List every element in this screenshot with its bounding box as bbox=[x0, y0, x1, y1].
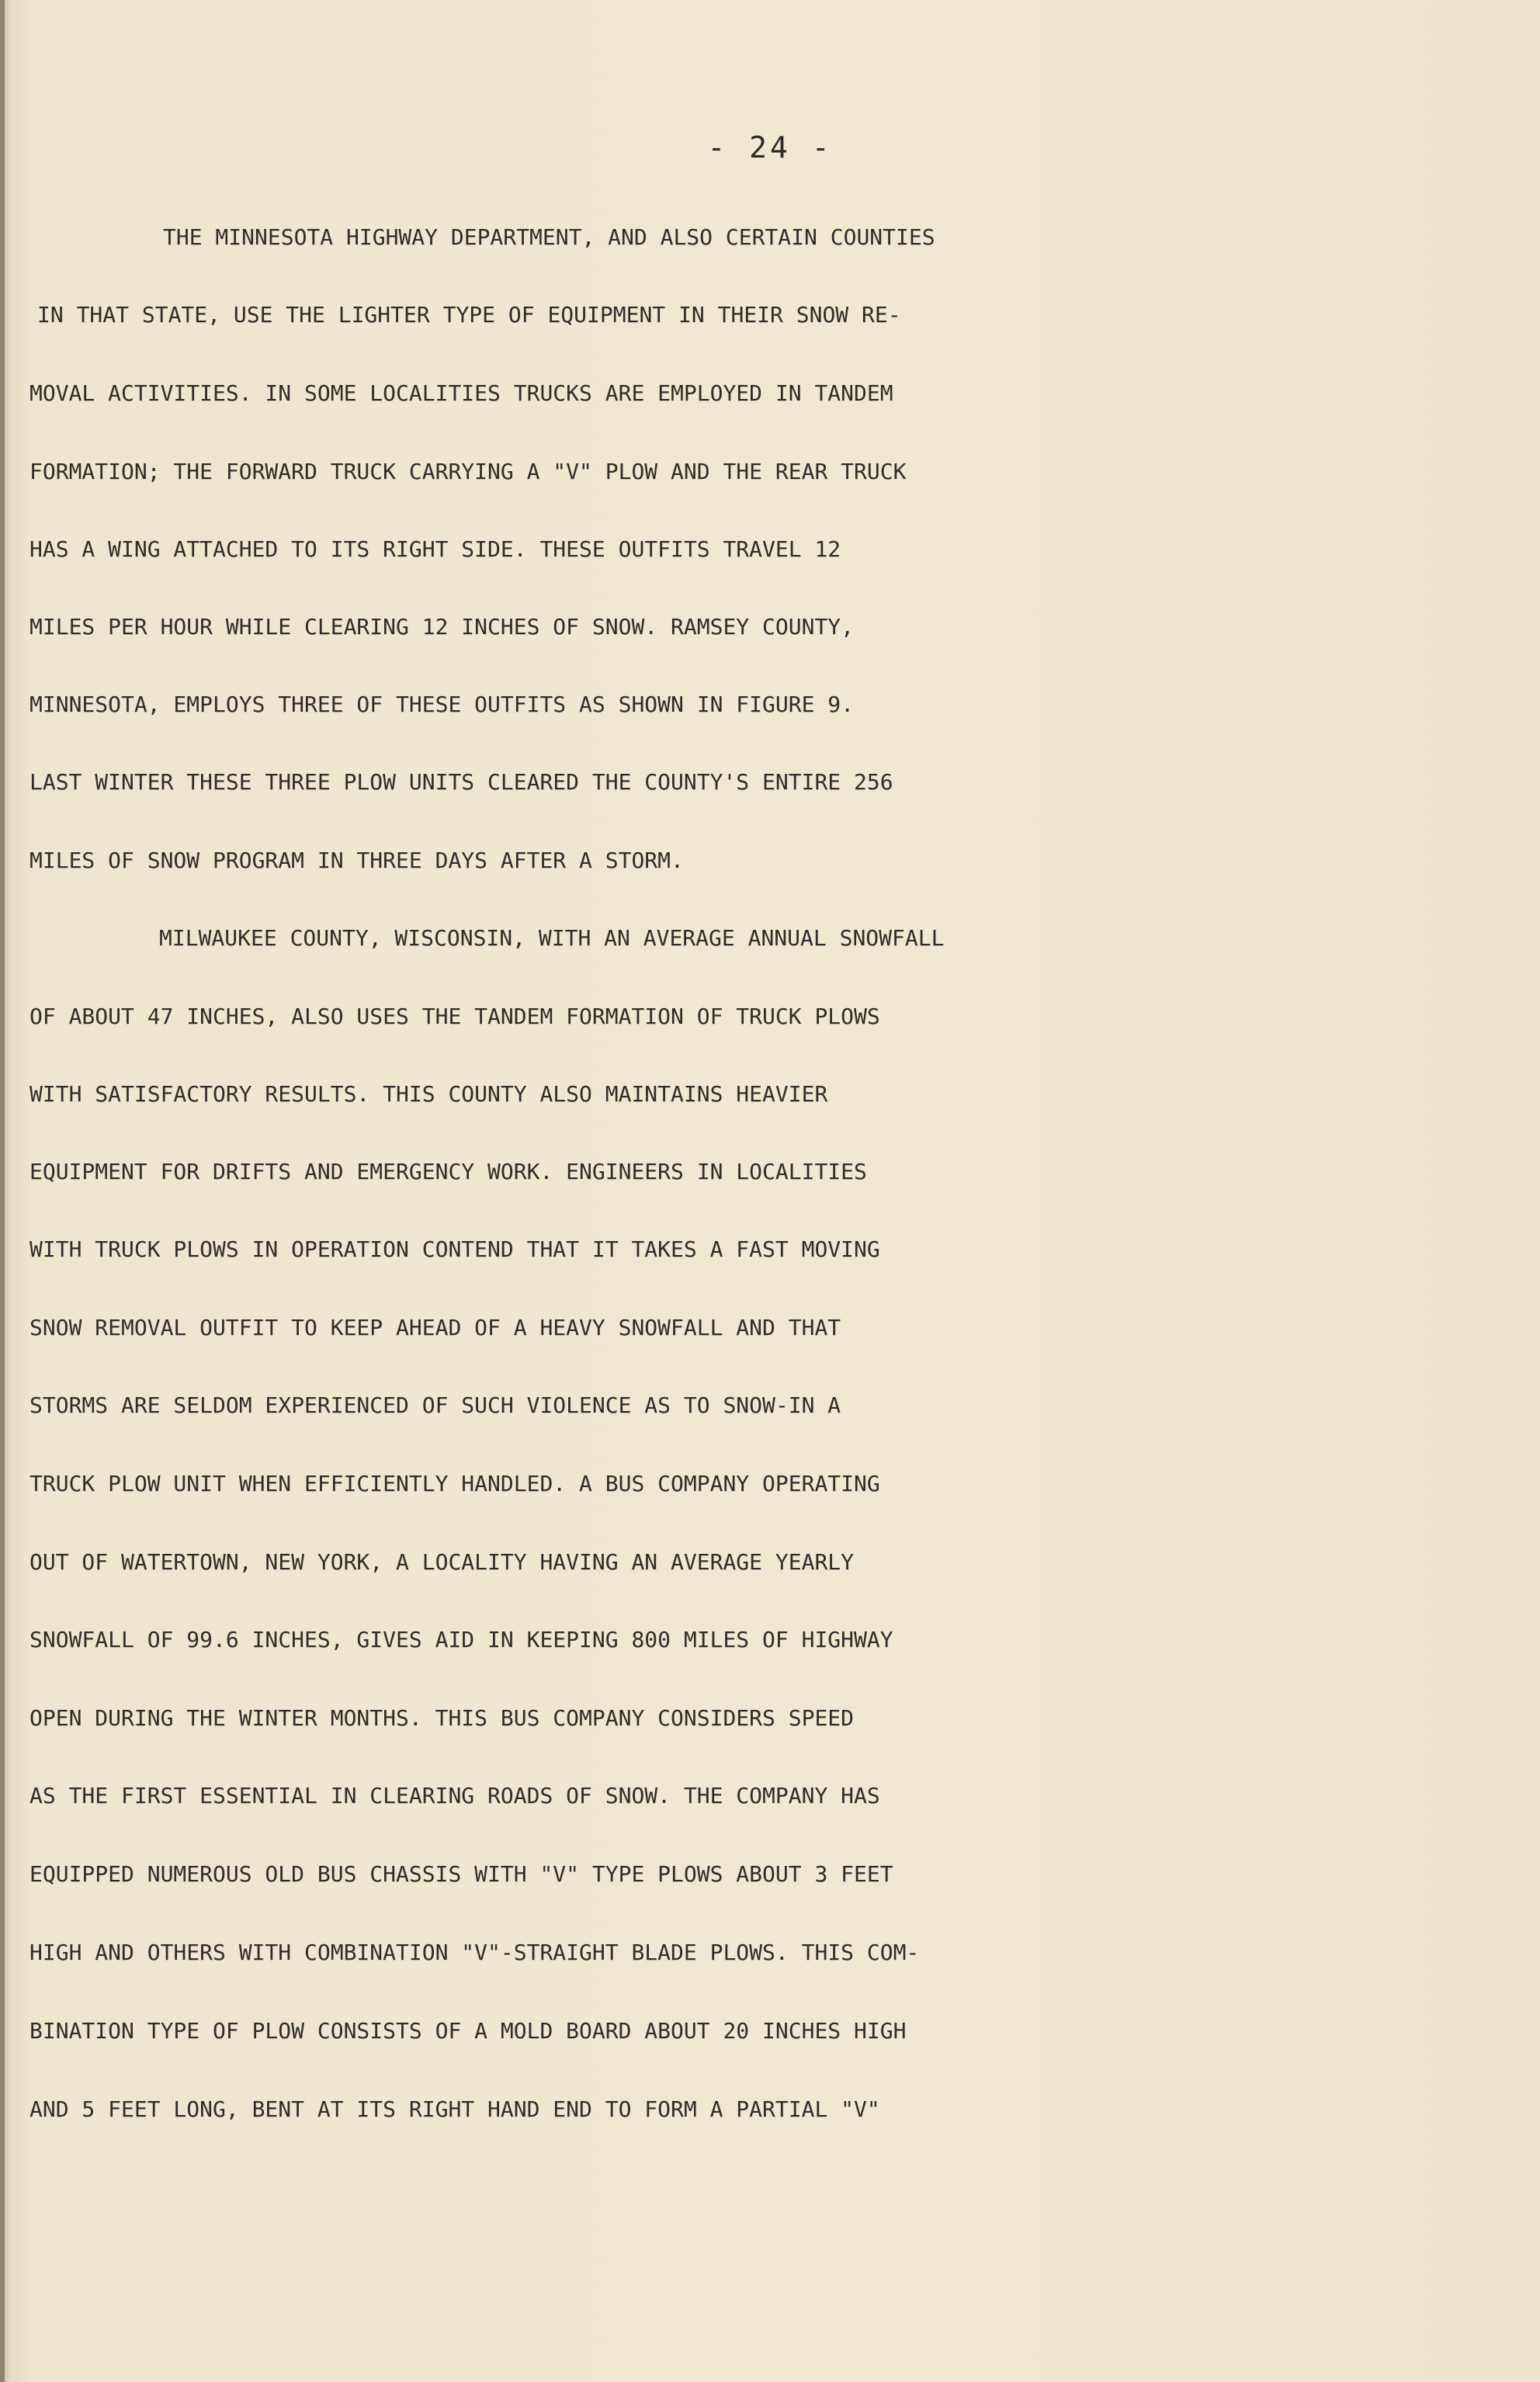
text-line: SNOW REMOVAL OUTFIT TO KEEP AHEAD OF A HEAVY SNOWFALL AND THAT bbox=[29, 1315, 841, 1340]
text-line: LAST WINTER THESE THREE PLOW UNITS CLEARED THE COUNTY'S ENTIRE 256 bbox=[29, 769, 893, 795]
text-line: STORMS ARE SELDOM EXPERIENCED OF SUCH VIOLENCE AS TO SNOW-IN A bbox=[29, 1392, 841, 1418]
text-line: IN THAT STATE, USE THE LIGHTER TYPE OF EQUIPMENT IN THEIR SNOW RE- bbox=[37, 302, 901, 328]
text-line: OF ABOUT 47 INCHES, ALSO USES THE TANDEM FORMATION OF TRUCK PLOWS bbox=[29, 1004, 880, 1029]
text-line: AS THE FIRST ESSENTIAL IN CLEARING ROADS OF SNOW. THE COMPANY HAS bbox=[29, 1783, 880, 1808]
text-line: MILWAUKEE COUNTY, WISCONSIN, WITH AN AVERAGE ANNUAL SNOWFALL bbox=[159, 925, 945, 951]
text-line: MILES OF SNOW PROGRAM IN THREE DAYS AFTER A STORM. bbox=[29, 848, 684, 873]
page-number: - 24 - bbox=[707, 130, 833, 165]
text-line: EQUIPPED NUMEROUS OLD BUS CHASSIS WITH "V" TYPE PLOWS ABOUT 3 FEET bbox=[29, 1861, 893, 1887]
text-line: FORMATION; THE FORWARD TRUCK CARRYING A "V" PLOW AND THE REAR TRUCK bbox=[29, 459, 907, 484]
text-line: HIGH AND OTHERS WITH COMBINATION "V"-STRAIGHT BLADE PLOWS. THIS COM- bbox=[29, 1940, 920, 1965]
text-line: MINNESOTA, EMPLOYS THREE OF THESE OUTFITS AS SHOWN IN FIGURE 9. bbox=[29, 692, 855, 717]
text-line: EQUIPMENT FOR DRIFTS AND EMERGENCY WORK. ENGINEERS IN LOCALITIES bbox=[29, 1159, 867, 1184]
text-line: WITH SATISFACTORY RESULTS. THIS COUNTY ALSO MAINTAINS HEAVIER bbox=[29, 1081, 828, 1107]
text-line: SNOWFALL OF 99.6 INCHES, GIVES AID IN KEEPING 800 MILES OF HIGHWAY bbox=[29, 1627, 893, 1652]
text-line: THE MINNESOTA HIGHWAY DEPARTMENT, AND ALSO CERTAIN COUNTIES bbox=[163, 224, 935, 250]
text-line: BINATION TYPE OF PLOW CONSISTS OF A MOLD BOARD ABOUT 20 INCHES HIGH bbox=[29, 2018, 907, 2044]
text-line: TRUCK PLOW UNIT WHEN EFFICIENTLY HANDLED. A BUS COMPANY OPERATING bbox=[29, 1471, 880, 1496]
text-line: OUT OF WATERTOWN, NEW YORK, A LOCALITY HAVING AN AVERAGE YEARLY bbox=[29, 1549, 855, 1575]
text-line: MILES PER HOUR WHILE CLEARING 12 INCHES OF SNOW. RAMSEY COUNTY, bbox=[29, 614, 855, 640]
text-line: AND 5 FEET LONG, BENT AT ITS RIGHT HAND END TO FORM A PARTIAL "V" bbox=[29, 2096, 880, 2122]
text-line: WITH TRUCK PLOWS IN OPERATION CONTEND THAT IT TAKES A FAST MOVING bbox=[29, 1236, 880, 1262]
text-line: HAS A WING ATTACHED TO ITS RIGHT SIDE. THESE OUTFITS TRAVEL 12 bbox=[29, 536, 841, 562]
text-line: MOVAL ACTIVITIES. IN SOME LOCALITIES TRUCKS ARE EMPLOYED IN TANDEM bbox=[29, 380, 893, 406]
text-line: OPEN DURING THE WINTER MONTHS. THIS BUS COMPANY CONSIDERS SPEED bbox=[29, 1705, 855, 1731]
